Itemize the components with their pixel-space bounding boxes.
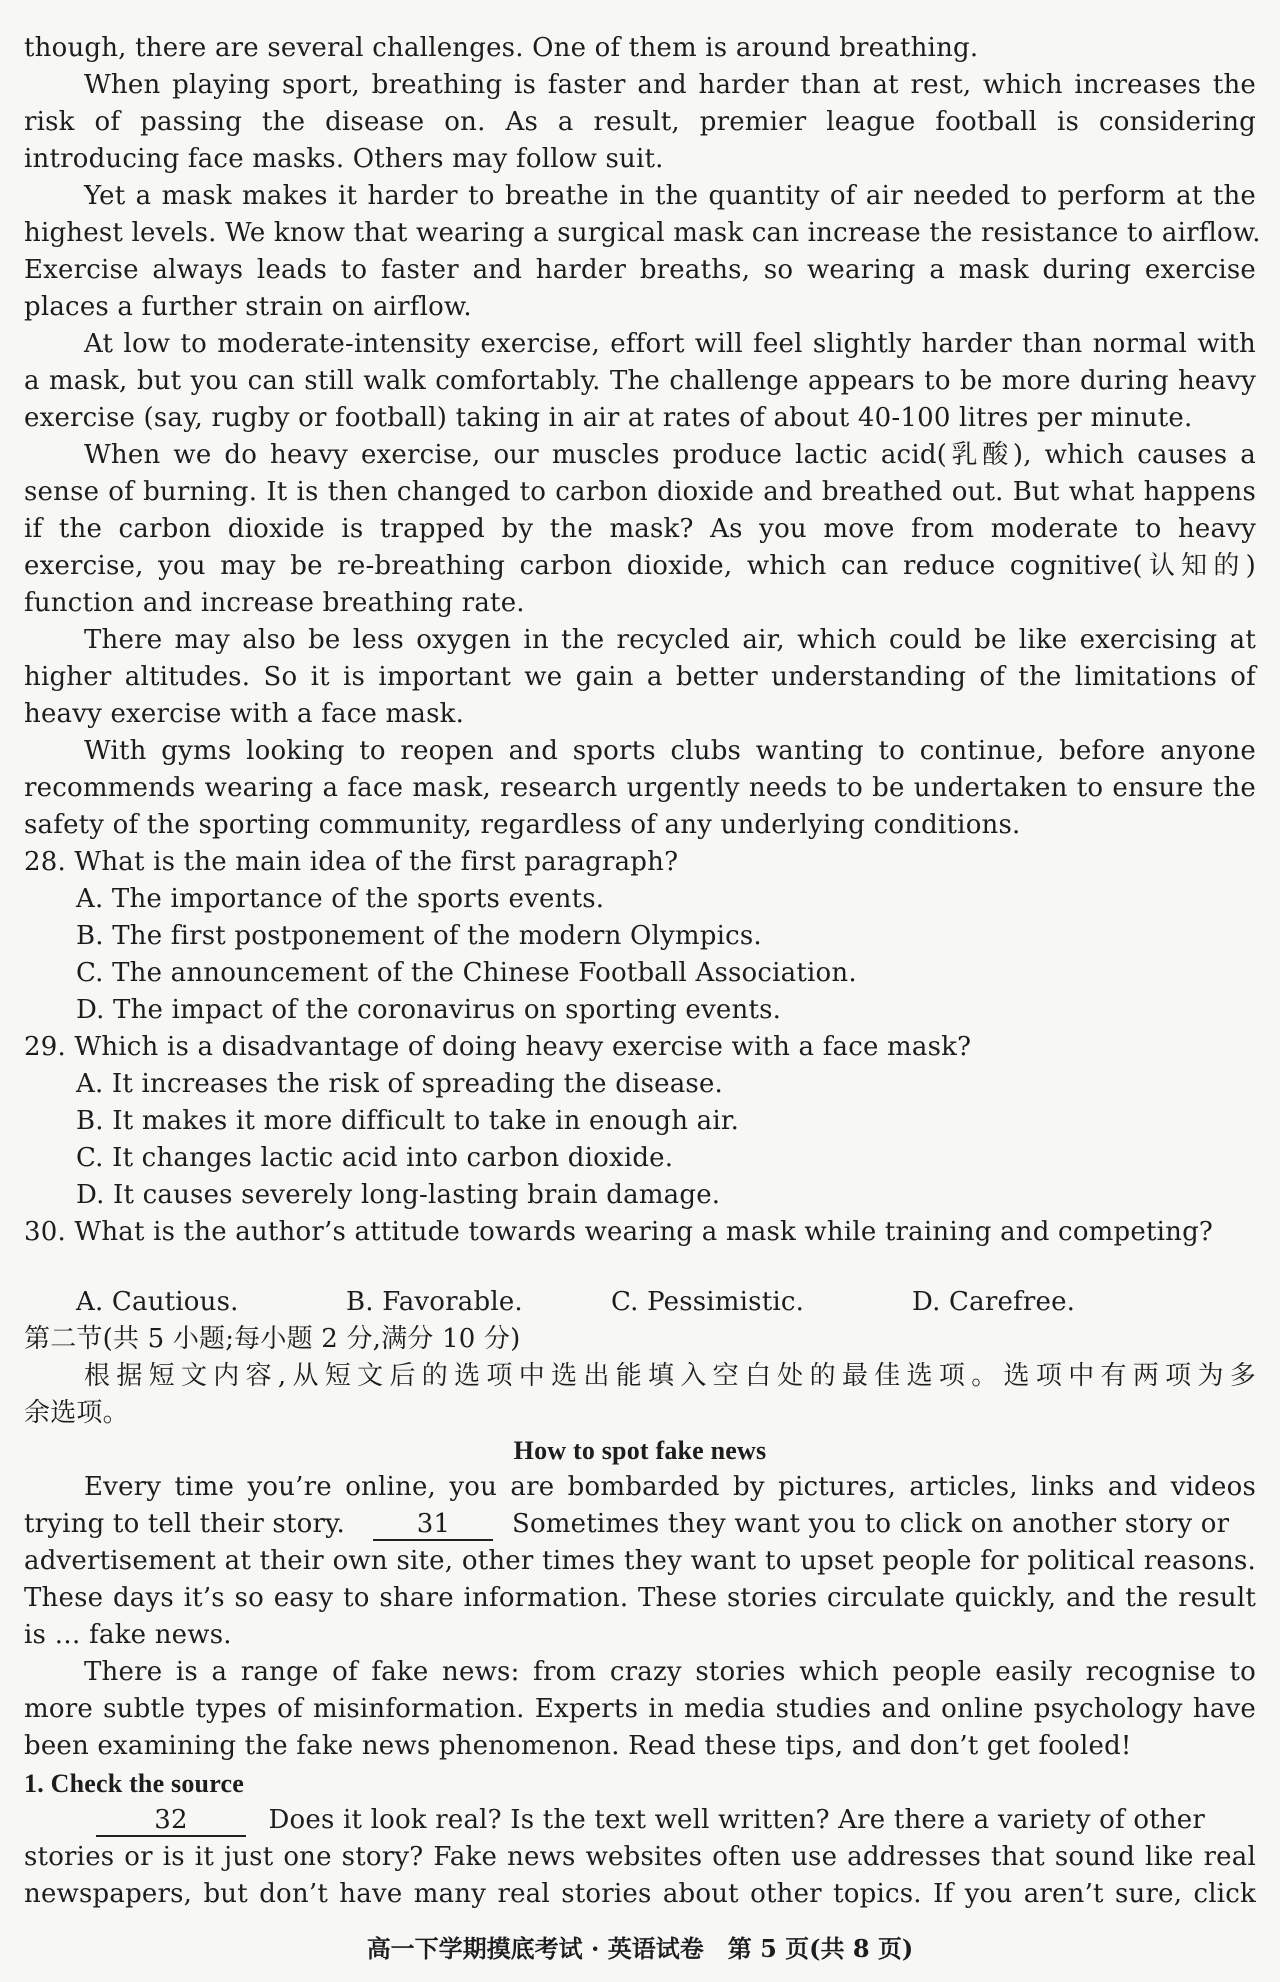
text-line: C. It changes lactic acid into carbon dioxide. bbox=[76, 1143, 674, 1173]
blank-31: 31 bbox=[373, 1509, 493, 1541]
line-with-blank-32 bbox=[24, 1802, 1256, 1839]
text-line: D. The impact of the coronavirus on sporting events. bbox=[76, 995, 782, 1025]
text-line: 29. Which is a disadvantage of doing heavy exercise with a face mask? bbox=[24, 1032, 972, 1062]
text-line: C. The announcement of the Chinese Football Association. bbox=[76, 958, 857, 988]
q30-option-b: B. Favorable. bbox=[346, 1287, 523, 1317]
body-line: These days it’s so easy to share information. These stories circulate quickly, and the result bbox=[24, 1583, 1256, 1613]
section2-header: 第二节(共 5 小题;每小题 2 分,满分 10 分) bbox=[24, 1324, 521, 1354]
text-line: A. It increases the risk of spreading the disease. bbox=[76, 1069, 723, 1099]
text-line: a mask, but you can still walk comfortably. The challenge appears to be more during heavy bbox=[24, 366, 1256, 396]
text-line: 30. What is the author’s attitude towards wearing a mask while training and competing? bbox=[24, 1217, 1214, 1247]
text-line: When playing sport, breathing is faster and harder than at rest, which increases the bbox=[84, 70, 1256, 100]
body-line: is … fake news. bbox=[24, 1620, 232, 1650]
text-line: Exercise always leads to faster and harder breaths, so wearing a mask during exercise bbox=[24, 255, 1256, 285]
passage-title: How to spot fake news bbox=[513, 1436, 767, 1465]
text-line: At low to moderate-intensity exercise, effort will feel slightly harder than normal with bbox=[84, 329, 1256, 359]
body-line: newspapers, but don’t have many real stories about other topics. If you aren’t sure, click bbox=[24, 1879, 1256, 1909]
line-32-text: Does it look real? Is the text well written? Are there a variety of other bbox=[268, 1805, 1205, 1835]
section2-instructions-2: 余选项。 bbox=[24, 1398, 129, 1428]
text-line: higher altitudes. So it is important we gain a better understanding of the limitations of bbox=[24, 662, 1256, 692]
blank-32: 32 bbox=[96, 1805, 246, 1837]
line-with-blank-31 bbox=[24, 1506, 1256, 1543]
text-line: exercise, you may be re-breathing carbon dioxide, which can reduce cognitive(认知的) bbox=[24, 551, 1256, 581]
subheading-check-source: 1. Check the source bbox=[24, 1769, 244, 1798]
body-line: been examining the fake news phenomenon. Read these tips, and don’t get fooled! bbox=[24, 1731, 1132, 1761]
body-line: advertisement at their own site, other times they want to upset people for political reasons. bbox=[24, 1546, 1256, 1576]
section2-instructions-1: 根据短文内容,从短文后的选项中选出能填入空白处的最佳选项。选项中有两项为多 bbox=[84, 1361, 1256, 1391]
line-31-text-after: Sometimes they want you to click on another story or bbox=[511, 1509, 1230, 1539]
page-footer: 高一下学期摸底考试 · 英语试卷 第 5 页(共 8 页) bbox=[366, 1934, 914, 1963]
text-line: D. It causes severely long-lasting brain damage. bbox=[76, 1180, 721, 1210]
q30-option-d: D. Carefree. bbox=[912, 1287, 1076, 1317]
text-line: places a further strain on airflow. bbox=[24, 292, 472, 322]
text-line: When we do heavy exercise, our muscles produce lactic acid(乳酸), which causes a bbox=[84, 440, 1256, 470]
line-31-text: trying to tell their story. bbox=[24, 1509, 345, 1539]
text-line: 28. What is the main idea of the first paragraph? bbox=[24, 847, 679, 877]
text-line: There may also be less oxygen in the recycled air, which could be like exercising at bbox=[84, 625, 1256, 655]
text-line: safety of the sporting community, regardless of any underlying conditions. bbox=[24, 810, 1021, 840]
text-line: highest levels. We know that wearing a surgical mask can increase the resistance to airflow. bbox=[24, 218, 1261, 248]
text-line: recommends wearing a face mask, research urgently needs to be undertaken to ensure the bbox=[24, 773, 1256, 803]
text-line: if the carbon dioxide is trapped by the mask? As you move from moderate to heavy bbox=[24, 514, 1256, 544]
text-line: though, there are several challenges. One of them is around breathing. bbox=[24, 33, 979, 63]
intro-line: Every time you’re online, you are bombarded by pictures, articles, links and videos bbox=[84, 1472, 1256, 1502]
body-line: stories or is it just one story? Fake news websites often use addresses that sound like real bbox=[24, 1842, 1256, 1872]
text-line: sense of burning. It is then changed to carbon dioxide and breathed out. But what happens bbox=[24, 477, 1256, 507]
text-line: heavy exercise with a face mask. bbox=[24, 699, 465, 729]
q30-option-c: C. Pessimistic. bbox=[611, 1287, 805, 1317]
text-line: function and increase breathing rate. bbox=[24, 588, 525, 618]
text-line: B. It makes it more difficult to take in enough air. bbox=[76, 1106, 740, 1136]
text-line: introducing face masks. Others may follow suit. bbox=[24, 144, 664, 174]
q30-options bbox=[24, 1284, 1256, 1321]
text-line: A. The importance of the sports events. bbox=[76, 884, 605, 914]
text-line: With gyms looking to reopen and sports clubs wanting to continue, before anyone bbox=[84, 736, 1256, 766]
body-line: more subtle types of misinformation. Experts in media studies and online psychology have bbox=[24, 1694, 1256, 1724]
text-line: Yet a mask makes it harder to breathe in the quantity of air needed to perform at the bbox=[84, 181, 1256, 211]
text-line: risk of passing the disease on. As a result, premier league football is considering bbox=[24, 107, 1256, 137]
q30-option-a: A. Cautious. bbox=[76, 1287, 239, 1317]
body-line: There is a range of fake news: from crazy stories which people easily recognise to bbox=[84, 1657, 1256, 1687]
text-line: B. The first postponement of the modern Olympics. bbox=[76, 921, 762, 951]
text-line: exercise (say, rugby or football) taking in air at rates of about 40-100 litres per minute. bbox=[24, 403, 1193, 433]
